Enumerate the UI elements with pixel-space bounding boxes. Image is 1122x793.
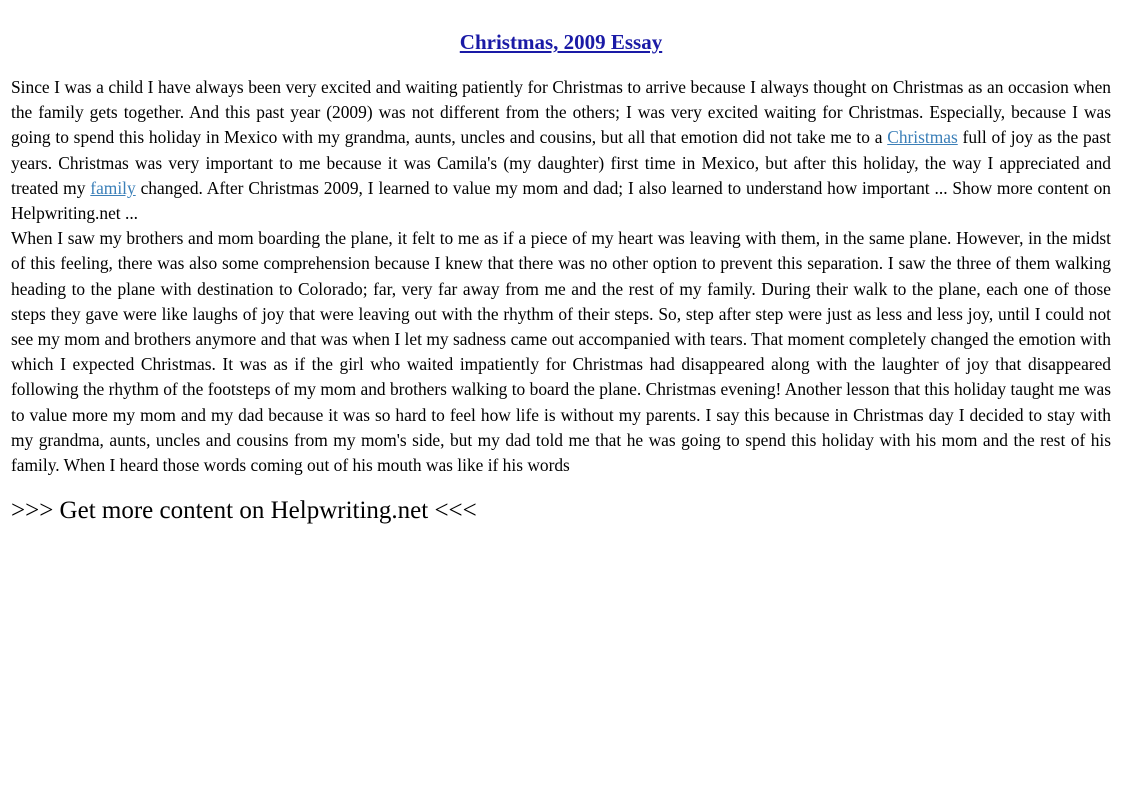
paragraph-1-text-b: full of joy as the past years. Christmas was very important to me because it was Camila's (my daughter) first time in Mexico, but after this holiday, the way I appreciated and treated my (11, 127, 1111, 198)
paragraph-1-text-c: changed. After Christmas 2009, I learned to value my mom and dad; I also learned to understand how important ... Show more content on Helpwriting.net ... (11, 177, 1111, 224)
christmas-link[interactable]: Christmas (887, 127, 958, 148)
essay-page (11, 30, 1111, 526)
family-link[interactable]: family (90, 177, 136, 198)
title-container (11, 30, 1111, 55)
paragraph-2-text: When I saw my brothers and mom boarding the plane, it felt to me as if a piece of my heart was leaving with them, in the same plane. However, in the midst of this feeling, there was also some comprehension because I knew that there was no other option to prevent this separation. I saw the three of them walking heading to the plane with destination to Colorado; far, very far away from me and the rest of my family. During their walk to the plane, each one of those steps they gave were like laughs of joy that were leaving out with the rhythm of their steps. So, step after step were just as less and less joy, until I could not see my mom and brothers anymore and that was when I let my sadness came out accompanied with tears. That moment completely changed the emotion with which I expected Christmas. It was as if the girl who waited impatiently for Christmas had disappeared along with the laughter of joy that disappeared following the rhythm of the footsteps of my mom and brothers walking to board the plane. Christmas evening! Another lesson that this holiday taught me was to value more my mom and my dad because it was so hard to feel how life is without my parents. I say this because in Christmas day I decided to stay with my grandma, aunts, uncles and cousins from my mom's side, but my dad told me that he was going to spend this holiday with his mom and the rest of his family. When I heard those words coming out of his mouth was like if his words (11, 228, 1111, 476)
essay-title-link[interactable]: Christmas, 2009 Essay (459, 30, 663, 54)
get-more-content-link[interactable]: >>> Get more content on Helpwriting.net <<< (11, 497, 477, 525)
essay-body (11, 75, 1111, 478)
paragraph-1-text-a: Since I was a child I have always been very excited and waiting patiently for Christmas to arrive because I always thought on Christmas as an occasion when the family gets together. And this past year (2009) was not different from the others; I was very excited waiting for Christmas. Especially, because I was going to spend this holiday in Mexico with my grandma, aunts, uncles and cousins, but all that emotion did not take me to a (11, 77, 1111, 148)
